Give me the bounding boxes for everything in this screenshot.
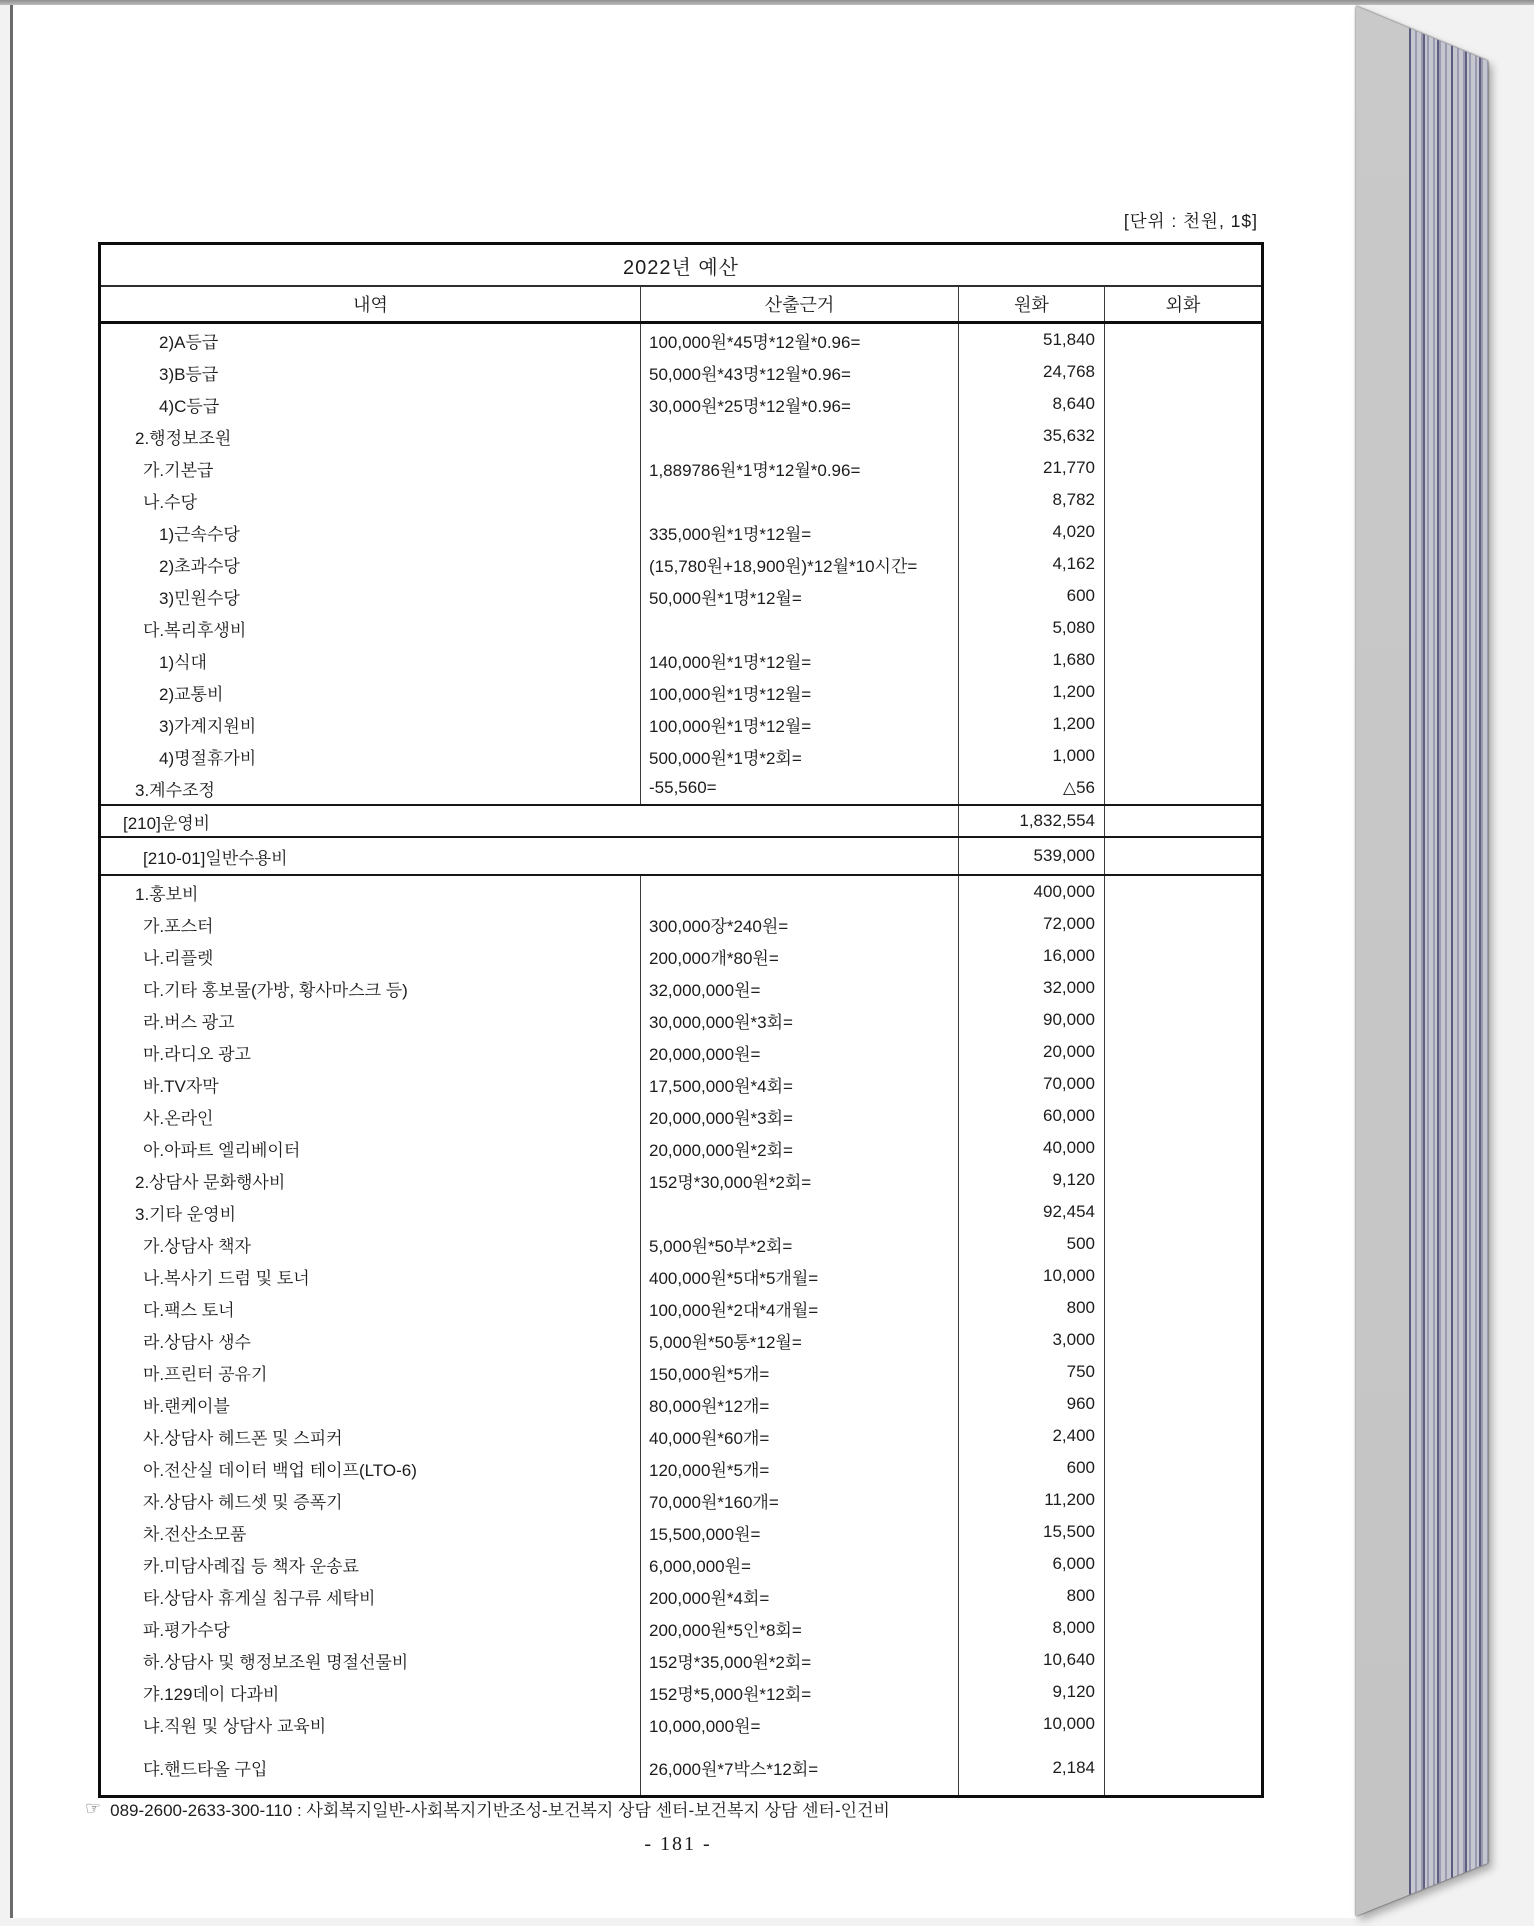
- foreign-currency-cell: [1105, 580, 1261, 612]
- foreign-currency-cell: [1105, 420, 1261, 452]
- foreign-currency-cell: [1105, 612, 1261, 644]
- basis-cell: 50,000원*43명*12월*0.96=: [641, 356, 959, 388]
- detail-cell: 카.미담사례집 등 책자 운송료: [101, 1548, 641, 1580]
- basis-cell: 120,000원*5개=: [641, 1452, 959, 1484]
- foreign-currency-cell: [1105, 1708, 1261, 1740]
- table-row: [101, 1740, 1261, 1795]
- basis-cell: 300,000장*240원=: [641, 908, 959, 940]
- table-row: [101, 1612, 1261, 1644]
- krw-amount-cell: 400,000: [959, 876, 1105, 908]
- detail-cell: 가.기본급: [101, 452, 641, 484]
- table-row: [101, 356, 1261, 388]
- krw-amount-cell: 40,000: [959, 1132, 1105, 1164]
- table-row: [101, 1228, 1261, 1260]
- krw-amount-cell: 32,000: [959, 972, 1105, 1004]
- detail-cell: 3)B등급: [101, 356, 641, 388]
- table-row: [101, 580, 1261, 612]
- foreign-currency-cell: [1105, 1452, 1261, 1484]
- foreign-currency-cell: [1105, 1324, 1261, 1356]
- krw-amount-cell: 11,200: [959, 1484, 1105, 1516]
- basis-cell: 100,000원*1명*12월=: [641, 676, 959, 708]
- table-header-row: [101, 287, 1261, 324]
- krw-amount-cell: 10,640: [959, 1644, 1105, 1676]
- table-row: [101, 1068, 1261, 1100]
- table-row: [101, 1004, 1261, 1036]
- detail-cell: 바.TV자막: [101, 1068, 641, 1100]
- krw-amount-cell: 8,782: [959, 484, 1105, 516]
- basis-cell: 335,000원*1명*12월=: [641, 516, 959, 548]
- foreign-currency-cell: [1105, 356, 1261, 388]
- foreign-currency-cell: [1105, 676, 1261, 708]
- krw-amount-cell: 2,400: [959, 1420, 1105, 1452]
- basis-cell: (15,780원+18,900원)*12월*10시간=: [641, 548, 959, 580]
- foreign-currency-cell: [1105, 940, 1261, 972]
- basis-cell: 150,000원*5개=: [641, 1356, 959, 1388]
- table-row: [101, 740, 1261, 772]
- column-header-krw: 원화: [959, 287, 1105, 321]
- detail-cell: 2.상담사 문화행사비: [101, 1164, 641, 1196]
- detail-cell: 1)식대: [101, 644, 641, 676]
- table-row: [101, 1292, 1261, 1324]
- detail-cell: 2)A등급: [101, 324, 641, 356]
- krw-amount-cell: 750: [959, 1356, 1105, 1388]
- basis-cell: 80,000원*12개=: [641, 1388, 959, 1420]
- table-row: [101, 1196, 1261, 1228]
- detail-cell: 라.버스 광고: [101, 1004, 641, 1036]
- column-header-foreign: 외화: [1165, 295, 1201, 315]
- basis-cell: 32,000,000원=: [641, 972, 959, 1004]
- detail-cell: 2.행정보조원: [101, 420, 641, 452]
- detail-cell: 1)근속수당: [101, 516, 641, 548]
- table-row: [101, 804, 1261, 836]
- detail-cell: [210-01]일반수용비: [101, 838, 959, 874]
- table-row: [101, 484, 1261, 516]
- foreign-currency-cell: [1105, 1580, 1261, 1612]
- detail-cell: 사.상담사 헤드폰 및 스피커: [101, 1420, 641, 1452]
- basis-cell: 20,000,000원=: [641, 1036, 959, 1068]
- table-row: [101, 708, 1261, 740]
- basis-cell: 200,000개*80원=: [641, 940, 959, 972]
- detail-cell: 나.수당: [101, 484, 641, 516]
- basis-cell: 50,000원*1명*12월=: [641, 580, 959, 612]
- basis-cell: 152명*30,000원*2회=: [641, 1164, 959, 1196]
- krw-amount-cell: 1,832,554: [959, 806, 1105, 836]
- basis-cell: 1,889786원*1명*12월*0.96=: [641, 452, 959, 484]
- detail-cell: 라.상담사 생수: [101, 1324, 641, 1356]
- page-stack-edge: [1356, 5, 1534, 1920]
- table-body: [101, 324, 1261, 1795]
- detail-cell: 가.상담사 책자: [101, 1228, 641, 1260]
- table-row: [101, 548, 1261, 580]
- foreign-currency-cell: [1105, 1132, 1261, 1164]
- detail-cell: 갸.129데이 다과비: [101, 1676, 641, 1708]
- krw-amount-cell: 92,454: [959, 1196, 1105, 1228]
- basis-cell: [641, 612, 959, 644]
- krw-amount-cell: 960: [959, 1388, 1105, 1420]
- foreign-currency-cell: [1105, 838, 1261, 874]
- foreign-currency-cell: [1105, 644, 1261, 676]
- unit-label: [단위 : 천원, 1$]: [1123, 211, 1258, 231]
- table-row: [101, 1420, 1261, 1452]
- krw-amount-cell: 9,120: [959, 1164, 1105, 1196]
- detail-cell: 냐.직원 및 상담사 교육비: [101, 1708, 641, 1740]
- page-number: - 181 -: [644, 1833, 712, 1855]
- foreign-currency-cell: [1105, 876, 1261, 908]
- detail-cell: 사.온라인: [101, 1100, 641, 1132]
- foreign-currency-cell: [1105, 484, 1261, 516]
- krw-amount-cell: 72,000: [959, 908, 1105, 940]
- basis-cell: 200,000원*4회=: [641, 1580, 959, 1612]
- budget-table: [98, 242, 1264, 1798]
- krw-amount-cell: 10,000: [959, 1260, 1105, 1292]
- krw-amount-cell: 70,000: [959, 1068, 1105, 1100]
- foreign-currency-cell: [1105, 1004, 1261, 1036]
- detail-cell: 다.팩스 토너: [101, 1292, 641, 1324]
- document-page: [10, 5, 1356, 1918]
- foreign-currency-cell: [1105, 1164, 1261, 1196]
- krw-amount-cell: 10,000: [959, 1708, 1105, 1740]
- krw-amount-cell: 4,162: [959, 548, 1105, 580]
- basis-cell: 500,000원*1명*2회=: [641, 740, 959, 772]
- basis-cell: 152명*5,000원*12회=: [641, 1676, 959, 1708]
- basis-cell: 30,000,000원*3회=: [641, 1004, 959, 1036]
- detail-cell: 아.아파트 엘리베이터: [101, 1132, 641, 1164]
- table-row: [101, 876, 1261, 908]
- foreign-currency-cell: [1105, 1196, 1261, 1228]
- table-row: [101, 420, 1261, 452]
- detail-cell: 3)가계지원비: [101, 708, 641, 740]
- detail-cell: 자.상담사 헤드셋 및 증폭기: [101, 1484, 641, 1516]
- basis-cell: 15,500,000원=: [641, 1516, 959, 1548]
- table-row: [101, 324, 1261, 356]
- foreign-currency-cell: [1105, 516, 1261, 548]
- table-row: [101, 1324, 1261, 1356]
- detail-cell: 다.복리후생비: [101, 612, 641, 644]
- foreign-currency-cell: [1105, 908, 1261, 940]
- krw-amount-cell: 539,000: [959, 838, 1105, 874]
- foreign-currency-cell: [1105, 1100, 1261, 1132]
- foreign-currency-cell: [1105, 1548, 1261, 1580]
- basis-cell: 6,000,000원=: [641, 1548, 959, 1580]
- krw-amount-cell: 500: [959, 1228, 1105, 1260]
- basis-cell: 30,000원*25명*12월*0.96=: [641, 388, 959, 420]
- krw-amount-cell: 800: [959, 1580, 1105, 1612]
- basis-cell: 140,000원*1명*12월=: [641, 644, 959, 676]
- basis-cell: -55,560=: [641, 772, 959, 804]
- basis-cell: 70,000원*160개=: [641, 1484, 959, 1516]
- detail-cell: 가.포스터: [101, 908, 641, 940]
- detail-cell: 바.랜케이블: [101, 1388, 641, 1420]
- foreign-currency-cell: [1105, 740, 1261, 772]
- detail-cell: 2)교통비: [101, 676, 641, 708]
- table-row: [101, 1132, 1261, 1164]
- table-row: [101, 940, 1261, 972]
- foreign-currency-cell: [1105, 1260, 1261, 1292]
- krw-amount-cell: 1,200: [959, 708, 1105, 740]
- detail-cell: 타.상담사 휴게실 침구류 세탁비: [101, 1580, 641, 1612]
- detail-cell: 3.계수조정: [101, 772, 641, 804]
- table-row: [101, 772, 1261, 804]
- foreign-currency-cell: [1105, 1036, 1261, 1068]
- table-title: 2022년 예산: [101, 245, 1261, 287]
- foreign-currency-cell: [1105, 1292, 1261, 1324]
- foreign-currency-cell: [1105, 1644, 1261, 1676]
- krw-amount-cell: 2,184: [959, 1740, 1105, 1795]
- table-row: [101, 1580, 1261, 1612]
- table-row: [101, 908, 1261, 940]
- column-header-detail: 내역: [101, 287, 641, 321]
- foreign-currency-cell: [1105, 1676, 1261, 1708]
- basis-cell: [641, 876, 959, 908]
- basis-cell: 17,500,000원*4회=: [641, 1068, 959, 1100]
- detail-cell: 마.라디오 광고: [101, 1036, 641, 1068]
- table-row: [101, 1676, 1261, 1708]
- krw-amount-cell: 600: [959, 1452, 1105, 1484]
- detail-cell: 3)민원수당: [101, 580, 641, 612]
- foreign-currency-cell: [1105, 388, 1261, 420]
- foreign-currency-cell: [1105, 452, 1261, 484]
- book-page-stack: [1356, 5, 1534, 1920]
- table-row: [101, 516, 1261, 548]
- krw-amount-cell: 1,200: [959, 676, 1105, 708]
- basis-cell: 20,000,000원*3회=: [641, 1100, 959, 1132]
- basis-cell: [641, 1196, 959, 1228]
- foreign-currency-cell: [1105, 1356, 1261, 1388]
- krw-amount-cell: 60,000: [959, 1100, 1105, 1132]
- foreign-currency-cell: [1105, 1228, 1261, 1260]
- krw-amount-cell: 90,000: [959, 1004, 1105, 1036]
- table-row: [101, 1356, 1261, 1388]
- foreign-currency-cell: [1105, 1420, 1261, 1452]
- detail-cell: 다.기타 홍보물(가방, 황사마스크 등): [101, 972, 641, 1004]
- foreign-currency-cell: [1105, 772, 1261, 804]
- table-row: [101, 644, 1261, 676]
- table-row: [101, 972, 1261, 1004]
- foreign-currency-cell: [1105, 1740, 1261, 1795]
- table-row: [101, 836, 1261, 876]
- detail-cell: 마.프린터 공유기: [101, 1356, 641, 1388]
- detail-cell: 나.리플렛: [101, 940, 641, 972]
- krw-amount-cell: 6,000: [959, 1548, 1105, 1580]
- basis-cell: 10,000,000원=: [641, 1708, 959, 1740]
- pointing-hand-icon: ☞: [85, 1798, 102, 1818]
- footnote-text: 089-2600-2633-300-110 : 사회복지일반-사회복지기반조성-보건복지 상담 센터-보건복지 상담 센터-인건비: [110, 1801, 890, 1820]
- basis-cell: [641, 484, 959, 516]
- basis-cell: 5,000원*50부*2회=: [641, 1228, 959, 1260]
- basis-cell: 152명*35,000원*2회=: [641, 1644, 959, 1676]
- krw-amount-cell: 16,000: [959, 940, 1105, 972]
- footnote: [85, 1796, 890, 1821]
- krw-amount-cell: 1,680: [959, 644, 1105, 676]
- basis-cell: 100,000원*45명*12월*0.96=: [641, 324, 959, 356]
- detail-cell: 차.전산소모품: [101, 1516, 641, 1548]
- foreign-currency-cell: [1105, 1068, 1261, 1100]
- foreign-currency-cell: [1105, 548, 1261, 580]
- basis-cell: 400,000원*5대*5개월=: [641, 1260, 959, 1292]
- table-row: [101, 1260, 1261, 1292]
- krw-amount-cell: 4,020: [959, 516, 1105, 548]
- table-row: [101, 1548, 1261, 1580]
- table-row: [101, 1484, 1261, 1516]
- foreign-currency-cell: [1105, 1484, 1261, 1516]
- detail-cell: 파.평가수당: [101, 1612, 641, 1644]
- detail-cell: [210]운영비: [101, 806, 959, 836]
- detail-cell: 4)명절휴가비: [101, 740, 641, 772]
- table-row: [101, 1452, 1261, 1484]
- detail-cell: 3.기타 운영비: [101, 1196, 641, 1228]
- table-row: [101, 1164, 1261, 1196]
- krw-amount-cell: 600: [959, 580, 1105, 612]
- foreign-currency-cell: [1105, 972, 1261, 1004]
- krw-amount-cell: 8,000: [959, 1612, 1105, 1644]
- table-row: [101, 1516, 1261, 1548]
- basis-cell: 20,000,000원*2회=: [641, 1132, 959, 1164]
- foreign-currency-cell: [1105, 806, 1261, 836]
- basis-cell: 100,000원*1명*12월=: [641, 708, 959, 740]
- foreign-currency-cell: [1105, 1388, 1261, 1420]
- detail-cell: 하.상담사 및 행정보조원 명절선물비: [101, 1644, 641, 1676]
- table-row: [101, 388, 1261, 420]
- krw-amount-cell: 5,080: [959, 612, 1105, 644]
- krw-amount-cell: 21,770: [959, 452, 1105, 484]
- foreign-currency-cell: [1105, 708, 1261, 740]
- krw-amount-cell: 9,120: [959, 1676, 1105, 1708]
- table-row: [101, 452, 1261, 484]
- detail-cell: 아.전산실 데이터 백업 테이프(LTO-6): [101, 1452, 641, 1484]
- table-row: [101, 1100, 1261, 1132]
- detail-cell: 댜.핸드타올 구입: [101, 1740, 641, 1795]
- foreign-currency-cell: [1105, 324, 1261, 356]
- krw-amount-cell: 15,500: [959, 1516, 1105, 1548]
- foreign-currency-cell: [1105, 1516, 1261, 1548]
- krw-amount-cell: 3,000: [959, 1324, 1105, 1356]
- krw-amount-cell: 20,000: [959, 1036, 1105, 1068]
- krw-amount-cell: △56: [959, 772, 1105, 804]
- krw-amount-cell: 1,000: [959, 740, 1105, 772]
- krw-amount-cell: 800: [959, 1292, 1105, 1324]
- krw-amount-cell: 8,640: [959, 388, 1105, 420]
- detail-cell: 4)C등급: [101, 388, 641, 420]
- basis-cell: 26,000원*7박스*12회=: [641, 1740, 959, 1795]
- table-row: [101, 1644, 1261, 1676]
- krw-amount-cell: 51,840: [959, 324, 1105, 356]
- basis-cell: 100,000원*2대*4개월=: [641, 1292, 959, 1324]
- basis-cell: [641, 420, 959, 452]
- table-row: [101, 676, 1261, 708]
- table-row: [101, 1036, 1261, 1068]
- basis-cell: 5,000원*50통*12월=: [641, 1324, 959, 1356]
- krw-amount-cell: 35,632: [959, 420, 1105, 452]
- foreign-currency-cell: [1105, 1612, 1261, 1644]
- column-header-basis: 산출근거: [641, 287, 959, 321]
- krw-amount-cell: 24,768: [959, 356, 1105, 388]
- detail-cell: 2)초과수당: [101, 548, 641, 580]
- detail-cell: 나.복사기 드럼 및 토너: [101, 1260, 641, 1292]
- table-row: [101, 1708, 1261, 1740]
- table-row: [101, 612, 1261, 644]
- basis-cell: 40,000원*60개=: [641, 1420, 959, 1452]
- basis-cell: 200,000원*5인*8회=: [641, 1612, 959, 1644]
- detail-cell: 1.홍보비: [101, 876, 641, 908]
- table-row: [101, 1388, 1261, 1420]
